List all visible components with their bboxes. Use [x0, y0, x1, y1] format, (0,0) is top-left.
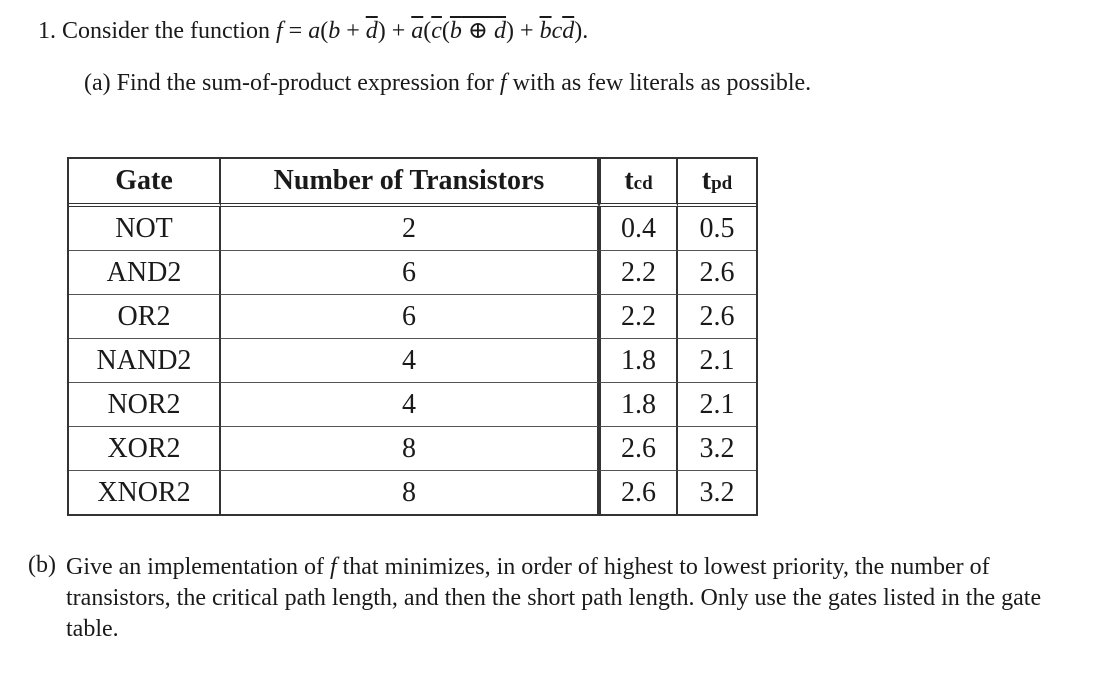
- cell-gate: AND2: [69, 251, 221, 295]
- cell-tcd: 2.2: [599, 251, 678, 295]
- expr-b-bar: $\overline{b}$: [539, 18, 552, 44]
- question-1a: [84, 70, 811, 97]
- expr-f: f: [275, 18, 283, 44]
- expr-paren-open-2: (: [423, 18, 432, 44]
- table-row: [69, 207, 756, 251]
- header-transistors: Number of Transistors: [221, 159, 599, 207]
- gate-table: [67, 157, 758, 516]
- table-row: [69, 471, 756, 514]
- header-tcd-sub: cd: [633, 173, 653, 194]
- cell-transistors: 2: [221, 207, 599, 251]
- part-text: Find the sum-of-product expression for: [116, 70, 494, 96]
- table-row: [69, 339, 756, 383]
- cell-tcd: 1.8: [599, 339, 678, 383]
- cell-tcd: 2.2: [599, 295, 678, 339]
- cell-tpd: 0.5: [678, 207, 756, 251]
- expr-d-bar-2: $\overline{d}$: [562, 18, 575, 44]
- question-1b: [28, 552, 1078, 645]
- expr-xor-symbol: ⊕: [461, 18, 495, 44]
- expr-eq: =: [282, 18, 309, 44]
- cell-tpd: 3.2: [678, 427, 756, 471]
- part-label: (b): [28, 552, 56, 578]
- expr-b: b: [328, 18, 341, 44]
- part-text: Give an implementation of: [66, 554, 324, 580]
- question-intro: Consider the function: [62, 18, 270, 44]
- expr-plus: +: [340, 18, 366, 44]
- expr-close-plus-2: ) +: [506, 18, 540, 44]
- header-tcd-t: t: [624, 165, 634, 196]
- part-label: (a): [84, 70, 111, 96]
- expr-c-bar: $\overline{c}$: [431, 18, 442, 44]
- part-body: [66, 552, 1078, 645]
- cell-tcd: 2.6: [599, 427, 678, 471]
- expr-a: a: [308, 18, 321, 44]
- part-text-2: with as few literals as possible.: [512, 70, 812, 96]
- cell-gate: XOR2: [69, 427, 221, 471]
- expr-xor-d: d: [494, 18, 507, 44]
- cell-tcd: 2.6: [599, 471, 678, 514]
- gate-table-header: [69, 159, 756, 207]
- expr-xor-group: [450, 18, 506, 44]
- cell-transistors: 4: [221, 383, 599, 427]
- expr-d-bar: $\overline{d}$: [365, 18, 378, 44]
- table-row: [69, 427, 756, 471]
- expr-xor-b: b: [449, 18, 462, 44]
- header-tpd: [678, 159, 756, 207]
- cell-gate: OR2: [69, 295, 221, 339]
- cell-transistors: 6: [221, 295, 599, 339]
- part-text-2: that minimizes, in order of highest to lowest priority, the number of transistors, the critical path length, and then the short path length. Only use the gates listed in the gate table.: [66, 554, 1042, 642]
- function-expression: [276, 18, 588, 44]
- cell-gate: NAND2: [69, 339, 221, 383]
- cell-gate: NOR2: [69, 383, 221, 427]
- cell-tpd: 2.1: [678, 339, 756, 383]
- expr-close-plus: ) +: [377, 18, 412, 44]
- expr-a-bar: $\overline{a}$: [411, 18, 424, 44]
- part-f: f: [499, 70, 507, 96]
- cell-tpd: 2.1: [678, 383, 756, 427]
- header-tpd-sub: pd: [711, 173, 733, 194]
- cell-transistors: 4: [221, 339, 599, 383]
- expr-paren-open-3: (: [441, 18, 450, 44]
- table-row: [69, 295, 756, 339]
- header-tpd-t: t: [701, 165, 712, 196]
- header-gate: Gate: [69, 159, 221, 207]
- table-row: [69, 383, 756, 427]
- cell-gate: XNOR2: [69, 471, 221, 514]
- table-row: [69, 251, 756, 295]
- cell-transistors: 8: [221, 471, 599, 514]
- cell-tcd: 1.8: [599, 383, 678, 427]
- expr-c: c: [551, 18, 563, 44]
- header-tcd: [599, 159, 678, 207]
- cell-tcd: 0.4: [599, 207, 678, 251]
- question-number: 1.: [38, 18, 56, 44]
- cell-tpd: 3.2: [699, 476, 735, 508]
- cell-gate: NOT: [69, 207, 221, 251]
- question-1: [38, 16, 588, 45]
- cell-transistors: 6: [221, 251, 599, 295]
- expr-close-period: ).: [574, 18, 589, 44]
- part-f: f: [329, 554, 337, 580]
- cell-transistors: 8: [221, 427, 599, 471]
- cell-tpd: 2.6: [678, 251, 756, 295]
- cell-tpd: 2.6: [678, 295, 756, 339]
- expr-paren-open: (: [320, 18, 329, 44]
